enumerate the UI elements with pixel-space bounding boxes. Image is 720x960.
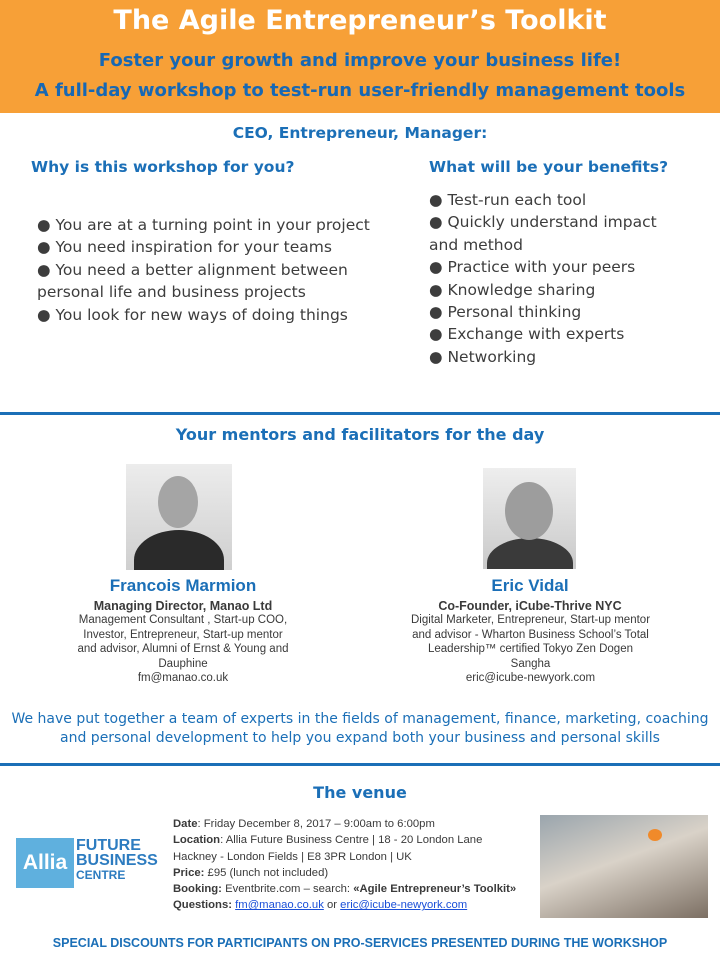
email-link-francois[interactable]: fm@manao.co.uk	[235, 899, 324, 912]
benefit-item: ● Networking	[429, 346, 679, 368]
why-item: ● You look for new ways of doing things	[37, 304, 382, 326]
venue-date	[173, 816, 543, 832]
mentor-role: Managing Director, Manao Ltd	[93, 599, 273, 613]
why-item: ● You need inspiration for your teams	[37, 236, 382, 258]
venue-photo	[540, 815, 708, 918]
lamp-shape	[648, 829, 662, 841]
date-label: Date	[173, 818, 198, 830]
email-link-eric[interactable]: eric@icube-newyork.com	[340, 899, 468, 912]
venue-location-line2: Hackney - London Fields | E8 3PR London | UK	[173, 850, 412, 863]
venue-location	[173, 832, 543, 848]
subtitle-workshop: A full-day workshop to test-run user-friendly management tools	[34, 80, 686, 101]
team-description: We have put together a team of experts in the fields of management, finance, marketing, coaching and personal development to help you expand both your business and personal skills	[11, 711, 709, 746]
date-value: : Friday December 8, 2017 – 9:00am to 6:00pm	[197, 818, 435, 830]
venue-heading: The venue	[313, 783, 407, 802]
allia-logo-mark: Allia	[16, 838, 74, 888]
why-item: ● You need a better alignment between personal life and business projects	[37, 259, 382, 304]
booking-label: Booking:	[173, 883, 222, 896]
logo-line: BUSINESS	[76, 852, 158, 869]
benefits-list	[429, 189, 679, 368]
photo-silhouette-face	[158, 476, 198, 528]
mentor-role: Co-Founder, iCube-Thrive NYC	[438, 599, 622, 613]
audience-line: CEO, Entrepreneur, Manager:	[232, 124, 488, 142]
price-label: Price:	[173, 866, 205, 879]
photo-silhouette-body	[134, 530, 224, 570]
mentor-name: Francois Marmion	[109, 576, 257, 595]
photo-silhouette-face	[505, 482, 553, 540]
section-divider	[0, 412, 720, 415]
venue-details	[173, 816, 543, 914]
questions-label: Questions:	[173, 899, 232, 912]
location-value: : Allia Future Business Centre | 18 - 20 London Lane	[220, 834, 483, 847]
why-list	[37, 214, 382, 326]
header-banner	[0, 0, 720, 113]
mentor-bio	[73, 613, 293, 686]
venue-price	[173, 865, 543, 881]
location-label: Location	[173, 834, 221, 847]
photo-silhouette-body	[487, 538, 573, 569]
benefit-item: ● Test-run each tool	[429, 189, 679, 211]
why-heading: Why is this workshop for you?	[31, 158, 295, 176]
discount-banner: SPECIAL DISCOUNTS FOR PARTICIPANTS ON PRO-SERVICES PRESENTED DURING THE WORKSHOP	[52, 936, 668, 950]
mentor-email: eric@icube-newyork.com	[465, 672, 596, 684]
eric-vidal-photo	[483, 468, 576, 569]
mentor-name: Eric Vidal	[491, 576, 569, 595]
venue-booking	[173, 881, 543, 897]
benefit-item: ● Exchange with experts	[429, 323, 679, 345]
mentor-bio-text: Management Consultant , Start-up COO, Investor, Entrepreneur, Start-up mentor and advisor, Alumni of Ernst & Young and Dauphine	[77, 614, 289, 670]
benefits-heading: What will be your benefits?	[429, 158, 669, 176]
logo-line: CENTRE	[76, 868, 126, 882]
benefit-item: ● Practice with your peers	[429, 256, 679, 278]
mentor-bio	[408, 613, 653, 686]
mentor-email: fm@manao.co.uk	[137, 672, 229, 684]
subtitle-growth: Foster your growth and improve your business life!	[98, 50, 622, 71]
price-value: £95 (lunch not included)	[204, 866, 329, 879]
questions-or: or	[323, 899, 341, 912]
page-title: The Agile Entrepreneur’s Toolkit	[113, 5, 607, 36]
booking-search: «Agile Entrepreneur’s Toolkit»	[353, 883, 517, 896]
allia-logo	[16, 838, 166, 888]
logo-text	[76, 838, 176, 883]
mentors-heading: Your mentors and facilitators for the day	[175, 425, 545, 444]
francois-marmion-photo	[126, 464, 232, 570]
benefit-item: ● Quickly understand impact and method	[429, 211, 679, 256]
benefit-item: ● Personal thinking	[429, 301, 679, 323]
mentor-bio-text: Digital Marketer, Entrepreneur, Start-up mentor and advisor - Wharton Business School’s Total Leadership™ certified Tokyo Zen Dogen Sangha	[410, 614, 651, 670]
booking-value: Eventbrite.com – search:	[221, 883, 354, 896]
venue-questions	[173, 897, 543, 913]
section-divider	[0, 763, 720, 766]
logo-line: FUTURE	[76, 837, 141, 854]
benefit-item: ● Knowledge sharing	[429, 279, 679, 301]
why-item: ● You are at a turning point in your project	[37, 214, 382, 236]
